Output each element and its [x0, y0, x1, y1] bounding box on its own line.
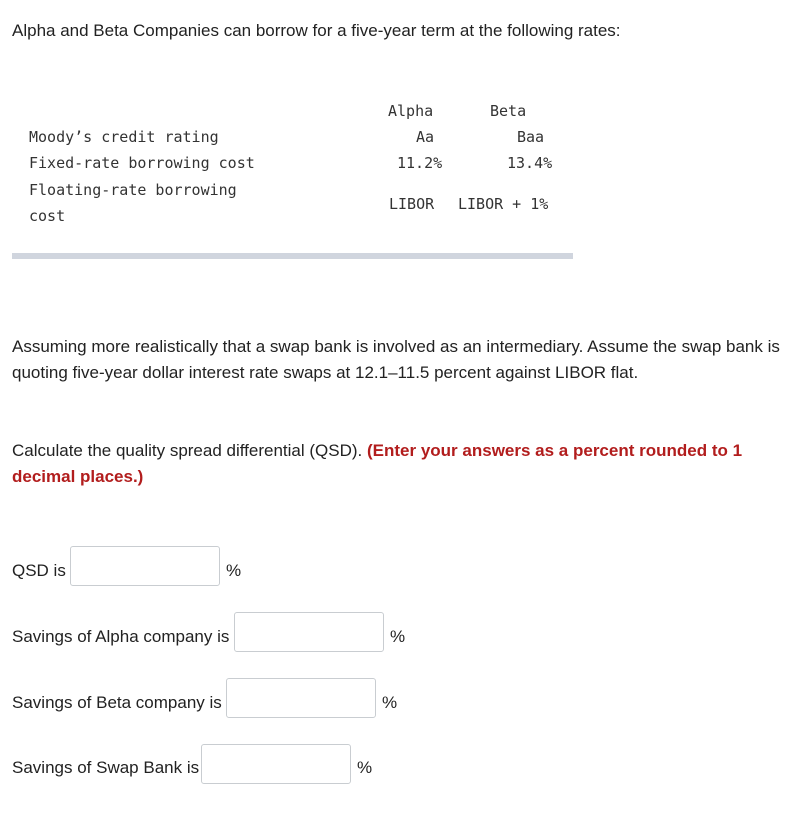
swap-bank-savings-label: Savings of Swap Bank is	[12, 758, 200, 777]
intro-text: Alpha and Beta Companies can borrow for a five-year term at the following rates:	[12, 21, 621, 40]
header-alpha: Alpha	[388, 102, 434, 120]
table-divider	[12, 253, 573, 259]
question: Calculate the quality spread differential (QSD).	[12, 441, 363, 460]
alpha-rating: Aa	[416, 128, 435, 146]
alpha-savings-input[interactable]	[234, 612, 384, 652]
row-label-floating-1: Floating-rate borrowing	[29, 181, 237, 199]
alpha-savings-label: Savings of Alpha company is	[12, 627, 230, 646]
alpha-floating: LIBOR	[389, 195, 435, 213]
beta-rating: Baa	[517, 128, 545, 146]
swap-bank-savings-input[interactable]	[201, 744, 351, 784]
beta-savings-input[interactable]	[226, 678, 376, 718]
qsd-label: QSD is	[12, 561, 66, 580]
beta-savings-unit: %	[382, 693, 398, 712]
beta-fixed: 13.4%	[507, 154, 553, 172]
row-label-rating: Moody’s credit rating	[29, 128, 219, 146]
swap-bank-savings-unit: %	[357, 758, 373, 777]
qsd-input[interactable]	[70, 546, 220, 586]
instruction: (Enter your answers as a percent rounded to 1 decimal places.)	[12, 441, 743, 486]
alpha-savings-unit: %	[390, 627, 406, 646]
question-text	[12, 438, 752, 490]
beta-savings-label: Savings of Beta company is	[12, 693, 222, 712]
row-label-fixed: Fixed-rate borrowing cost	[29, 154, 255, 172]
alpha-fixed: 11.2%	[397, 154, 443, 172]
beta-floating: LIBOR + 1%	[458, 195, 549, 213]
header-beta: Beta	[490, 102, 527, 120]
row-label-floating-2: cost	[29, 207, 66, 225]
assumption-text: Assuming more realistically that a swap bank is involved as an intermediary. Assume the swap bank is quoting five-year dollar interest rate swaps at 12.1–11.5 percent against LIBOR flat.	[12, 337, 780, 382]
qsd-unit: %	[226, 561, 242, 580]
